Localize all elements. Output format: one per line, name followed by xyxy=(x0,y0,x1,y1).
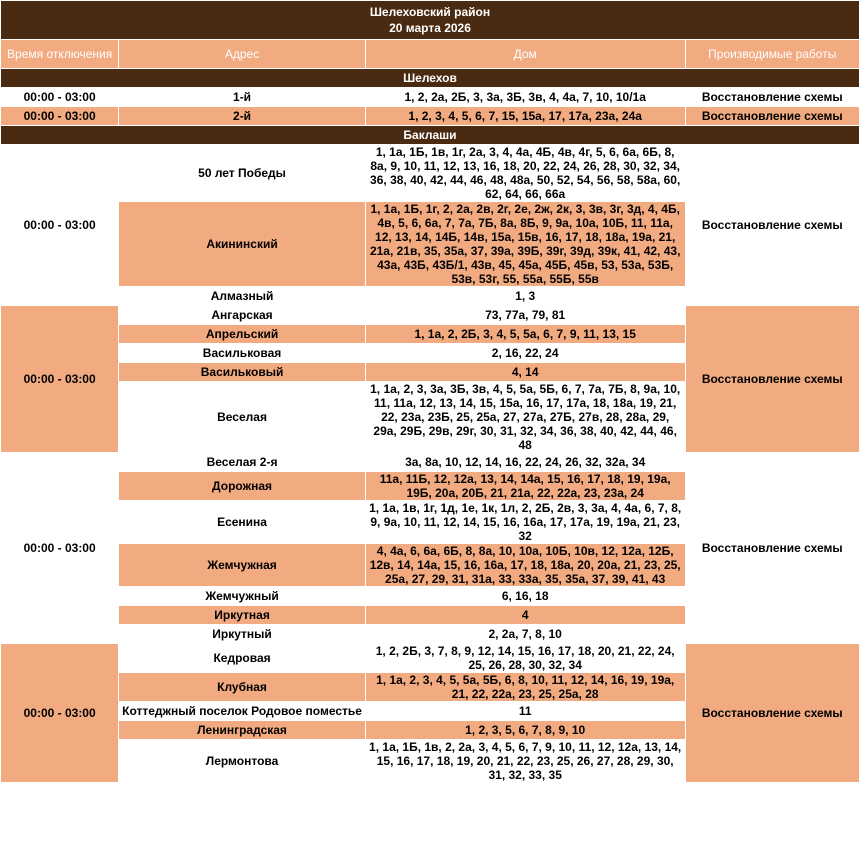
outage-time: 00:00 - 03:00 xyxy=(1,306,118,452)
table-row xyxy=(1,107,859,125)
house-numbers: 1, 1а, 2, 3, 4, 5, 5а, 5Б, 6, 8, 10, 11, 12, 14, 16, 19, 19а, 21, 22, 22а, 23, 25, 25а, 28 xyxy=(366,673,685,701)
house-numbers: 3а, 8а, 10, 12, 14, 16, 22, 24, 26, 32, 32а, 34 xyxy=(366,453,685,471)
house-numbers: 73, 77а, 79, 81 xyxy=(366,306,685,324)
street-name: Жемчужная xyxy=(119,544,365,586)
house-numbers: 11 xyxy=(366,702,685,720)
date-title: 20 марта 2026 xyxy=(389,21,471,35)
street-name: Веселая xyxy=(119,382,365,452)
house-numbers: 4, 4а, 6, 6а, 6Б, 8, 8а, 10, 10а, 10Б, 10в, 12, 12а, 12Б, 12в, 14, 14а, 15, 16, 16а, 17, 18, 18а, 20, 20а, 21, 23, 25, 25а, 27, 29, 31, 31а, 33, 33а, 35, 35а, 37, 39, 41, 43 xyxy=(366,544,685,586)
district-title: Шелеховский район xyxy=(369,5,491,19)
table-row xyxy=(1,644,859,672)
outage-time: 00:00 - 03:00 xyxy=(1,145,118,305)
work-type: Восстановление схемы xyxy=(686,88,859,106)
work-type: Восстановление схемы xyxy=(686,145,859,305)
street-name: Клубная xyxy=(119,673,365,701)
house-numbers: 1, 1а, 1Б, 1в, 2, 2а, 3, 4, 5, 6, 7, 9, 10, 11, 12, 12а, 13, 14, 15, 16, 17, 18, 19, 20, 21, 22, 23, 25, 26, 27, 28, 29, 30, 31, 32, 33, 35 xyxy=(366,740,685,782)
street-name: Есенина xyxy=(119,501,365,543)
table-row xyxy=(1,88,859,106)
city-header: Баклаши xyxy=(1,126,859,144)
house-numbers: 11а, 11Б, 12, 12а, 13, 14, 14а, 15, 16, 17, 18, 19, 19а, 19Б, 20а, 20Б, 21, 21а, 22, 22а, 23, 23а, 24 xyxy=(366,472,685,500)
header-address: Адрес xyxy=(119,40,365,68)
house-numbers: 4 xyxy=(366,606,685,624)
outage-time: 00:00 - 03:00 xyxy=(1,88,118,106)
header-time: Время отключения xyxy=(1,40,118,68)
street-name: 1-й xyxy=(119,88,365,106)
street-name: Ангарская xyxy=(119,306,365,324)
street-name: Коттеджный поселок Родовое поместье xyxy=(119,702,365,720)
city-header: Шелехов xyxy=(1,69,859,87)
outage-time: 00:00 - 03:00 xyxy=(1,644,118,782)
house-numbers: 2, 16, 22, 24 xyxy=(366,344,685,362)
street-name: Акининский xyxy=(119,202,365,286)
house-numbers: 4, 14 xyxy=(366,363,685,381)
street-name: Васильковая xyxy=(119,344,365,362)
house-numbers: 1, 1а, 1Б, 1в, 1г, 2а, 3, 4, 4а, 4Б, 4в, 4г, 5, 6, 6а, 6Б, 8, 8а, 9, 10, 11, 12, 13, 16, 18, 20, 22, 24, 26, 28, 30, 32, 34, 36, 38, 40, 42, 44, 46, 48, 48а, 50, 52, 54, 56, 58, 58а, 60, 62, 64, 66, 66а xyxy=(366,145,685,201)
outage-time: 00:00 - 03:00 xyxy=(1,453,118,643)
street-name: Кедровая xyxy=(119,644,365,672)
work-type: Восстановление схемы xyxy=(686,453,859,643)
street-name: Васильковый xyxy=(119,363,365,381)
table-row xyxy=(1,453,859,471)
table-title xyxy=(1,1,859,39)
street-name: Иркутная xyxy=(119,606,365,624)
street-name: Иркутный xyxy=(119,625,365,643)
house-numbers: 1, 2, 2Б, 3, 7, 8, 9, 12, 14, 15, 16, 17, 18, 20, 21, 22, 24, 25, 26, 28, 30, 32, 34 xyxy=(366,644,685,672)
street-name: Жемчужный xyxy=(119,587,365,605)
outage-time: 00:00 - 03:00 xyxy=(1,107,118,125)
street-name: Лермонтова xyxy=(119,740,365,782)
work-type: Восстановление схемы xyxy=(686,306,859,452)
house-numbers: 6, 16, 18 xyxy=(366,587,685,605)
street-name: 50 лет Победы xyxy=(119,145,365,201)
house-numbers: 1, 1а, 1Б, 1г, 2, 2а, 2в, 2г, 2е, 2ж, 2к, 3, 3в, 3г, 3д, 4, 4Б, 4в, 5, 6, 6а, 7, 7а, 7Б, 8а, 8Б, 9, 9а, 10а, 10Б, 11, 11а, 12, 13, 14, 14Б, 14в, 15а, 15в, 16, 17, 18, 18а, 19а, 21, 21а, 21в, 35, 35а, 37, 39а, 39Б, 39г, 39д, 39к, 41, 42, 43, 43а, 43Б, 43Б/1, 43в, 45, 45а, 45Б, 45в, 53, 53а, 53Б, 53в, 53г, 55, 55а, 55Б, 55в xyxy=(366,202,685,286)
work-type: Восстановление схемы xyxy=(686,107,859,125)
house-numbers: 1, 3 xyxy=(366,287,685,305)
house-numbers: 1, 1а, 2, 3, 3а, 3Б, 3в, 4, 5, 5а, 5Б, 6, 7, 7а, 7Б, 8, 9а, 10, 11, 11а, 12, 13, 14, 15, 15а, 16, 17, 17а, 18, 18а, 19, 21, 22, 23а, 23Б, 25, 25а, 27, 27а, 27Б, 27в, 28, 28а, 29, 29а, 29Б, 29в, 29г, 30, 31, 32, 34, 36, 38, 40, 42, 44, 46, 48 xyxy=(366,382,685,452)
street-name: Дорожная xyxy=(119,472,365,500)
house-numbers: 1, 1а, 2, 2Б, 3, 4, 5, 5а, 6, 7, 9, 11, 13, 15 xyxy=(366,325,685,343)
house-numbers: 1, 2, 3, 4, 5, 6, 7, 15, 15а, 17, 17а, 23а, 24а xyxy=(366,107,685,125)
street-name: 2-й xyxy=(119,107,365,125)
house-numbers: 2, 2а, 7, 8, 10 xyxy=(366,625,685,643)
header-works: Производимые работы xyxy=(686,40,859,68)
header-house: Дом xyxy=(366,40,685,68)
table-row xyxy=(1,306,859,324)
house-numbers: 1, 2, 2а, 2Б, 3, 3а, 3Б, 3в, 4, 4а, 7, 10, 10/1а xyxy=(366,88,685,106)
street-name: Ленинградская xyxy=(119,721,365,739)
street-name: Апрельский xyxy=(119,325,365,343)
street-name: Алмазный xyxy=(119,287,365,305)
table-row xyxy=(1,145,859,201)
street-name: Веселая 2-я xyxy=(119,453,365,471)
house-numbers: 1, 1а, 1в, 1г, 1д, 1е, 1к, 1л, 2, 2Б, 2в, 3, 3а, 4, 4а, 6, 7, 8, 9, 9а, 10, 11, 12, 14, 15, 16, 16а, 17, 17а, 19, 19а, 21, 23, 32 xyxy=(366,501,685,543)
work-type: Восстановление схемы xyxy=(686,644,859,782)
house-numbers: 1, 2, 3, 5, 6, 7, 8, 9, 10 xyxy=(366,721,685,739)
